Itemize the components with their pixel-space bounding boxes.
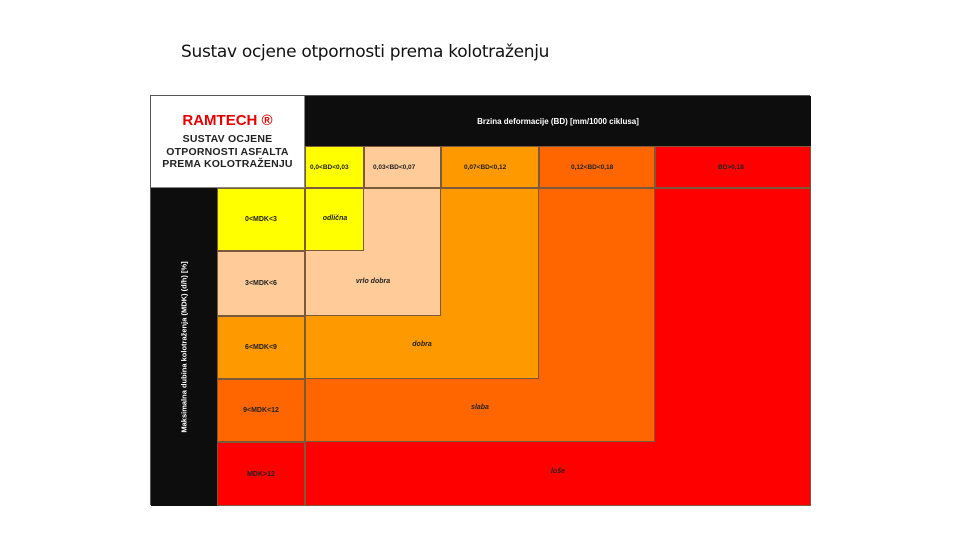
- rating-label-slaba: slaba: [471, 404, 489, 411]
- rating-label-dobra: dobra: [412, 341, 432, 348]
- col-header-4: [539, 146, 655, 188]
- slide-title: Sustav ocjene otpornosti prema kolotraženju: [181, 42, 550, 62]
- rut-resistance-rating-chart: [150, 95, 810, 505]
- rating-label-vrlo-dobra: vrlo dobra: [355, 278, 391, 285]
- col-header-3-label: 0,07<BD<0,12: [464, 163, 507, 171]
- col-header-4-label: 0,12<BD<0,18: [571, 163, 614, 171]
- row-header-5: MDK>12: [217, 442, 305, 506]
- row-header-4: 9<MDK<12: [217, 379, 305, 442]
- col-header-3: [441, 146, 539, 188]
- row-header-3: 6<MDK<9: [217, 316, 305, 379]
- y-axis-title: Maksimalna dubina kolotraženja (MDK) (d/h) [%]: [179, 261, 189, 433]
- ramtech-logo-box: [151, 96, 305, 188]
- row-header-1: 0<MDK<3: [217, 188, 305, 251]
- ramtech-logo: RAMTECH ®: [182, 112, 273, 130]
- col-header-2-label: 0,03<BD<0,07: [373, 163, 416, 171]
- col-header-1: [305, 146, 364, 188]
- row-header-2: 3<MDK<6: [217, 251, 305, 316]
- col-header-2: [364, 146, 441, 188]
- x-axis-header: [305, 96, 811, 146]
- logo-subtitle: SUSTAV OCJENE OTPORNOSTI ASFALTA PREMA KOLOTRAŽENJU: [162, 133, 293, 171]
- rating-label-lose: loše: [550, 468, 566, 475]
- col-header-5-label: BD>0,18: [718, 163, 744, 171]
- y-axis-header: [151, 188, 217, 506]
- rating-label-odlicna: odlična: [322, 215, 348, 222]
- x-axis-title: Brzina deformacije (BD) [mm/1000 ciklusa]: [477, 116, 639, 126]
- col-header-5: [655, 146, 811, 188]
- col-header-1-label: 0,0<BD<0,03: [310, 163, 349, 171]
